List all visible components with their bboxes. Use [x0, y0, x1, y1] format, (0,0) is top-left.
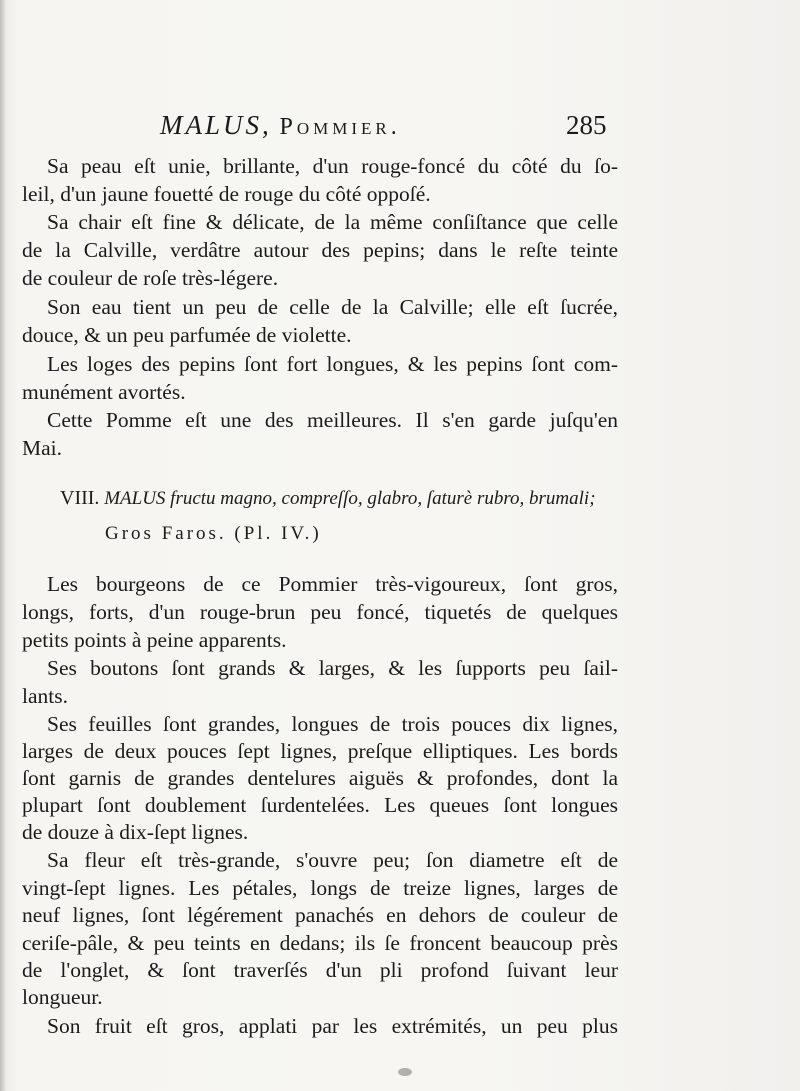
running-title: MALUS,	[160, 110, 272, 140]
text-line: neuf lignes, ſont légérement panachés en dehors de couleur de	[22, 903, 618, 927]
text-line: Sa peau eſt unie, brillante, d'un rouge-foncé du côté du ſo-	[47, 154, 618, 178]
text-line: longueur.	[22, 985, 103, 1009]
ink-smudge	[398, 1068, 412, 1076]
text-line: petits points à peine apparents.	[22, 628, 287, 652]
page-gutter-shadow	[0, 0, 6, 1091]
text-line: de l'onglet, & ſont traverſés d'un pli profond ſuivant leur	[22, 958, 618, 982]
running-header	[160, 110, 620, 144]
text-line: Son eau tient un peu de celle de la Calville; elle eſt ſucrée,	[47, 295, 618, 319]
section-number: VIII.	[60, 487, 100, 509]
running-subtitle: Pommier.	[279, 114, 401, 140]
text-line: Ses feuilles ſont grandes, longues de trois pouces dix lignes,	[47, 712, 618, 736]
text-line: douce, & un peu parfumée de violette.	[22, 323, 352, 347]
common-name: Gros Faros. (Pl. IV.)	[105, 523, 322, 544]
text-line: longs, forts, d'un rouge-brun peu foncé, tiquetés de quelques	[22, 600, 618, 624]
text-line: Mai.	[22, 436, 63, 460]
latin-name: MALUS fructu magno, compreſſo, glabro, ſaturè rubro, brumali;	[104, 488, 596, 509]
section-heading	[60, 484, 630, 512]
text-line: Son fruit eſt gros, applati par les extrémités, un peu plus	[47, 1014, 618, 1038]
text-line: leil, d'un jaune fouetté de rouge du côté oppoſé.	[22, 182, 431, 206]
text-line: ceriſe-pâle, & peu teints en dedans; ils ſe froncent beaucoup près	[22, 931, 618, 955]
text-line: Les bourgeons de ce Pommier très-vigoureux, ſont gros,	[47, 572, 618, 596]
text-line: Cette Pomme eſt une des meilleures. Il s'en garde juſqu'en	[47, 408, 618, 432]
text-line: de douze à dix-ſept lignes.	[22, 820, 249, 844]
text-line: lants.	[22, 684, 68, 708]
text-line: Sa chair eſt fine & délicate, de la même conſiſtance que celle	[47, 210, 618, 234]
text-line: ſont garnis de grandes dentelures aiguës & profondes, dont la	[22, 766, 618, 790]
text-line: plupart ſont doublement ſurdentelées. Les queues ſont longues	[22, 793, 618, 817]
text-line: Sa fleur eſt très-grande, s'ouvre peu; ſon diametre eſt de	[47, 848, 618, 872]
page-number: 285	[566, 110, 607, 140]
text-line: Les loges des pepins ſont fort longues, & les pepins ſont com-	[47, 352, 618, 376]
text-line: de couleur de roſe très-légere.	[22, 266, 279, 290]
text-line: de la Calville, verdâtre autour des pepins; dans le reſte teinte	[22, 238, 618, 262]
text-line: vingt-ſept lignes. Les pétales, longs de treize lignes, larges de	[22, 876, 618, 900]
text-line: larges de deux pouces ſept lignes, preſque elliptiques. Les bords	[22, 739, 618, 763]
text-line: munément avortés.	[22, 380, 186, 404]
text-line: Ses boutons ſont grands & larges, & les ſupports peu ſail-	[47, 656, 618, 680]
